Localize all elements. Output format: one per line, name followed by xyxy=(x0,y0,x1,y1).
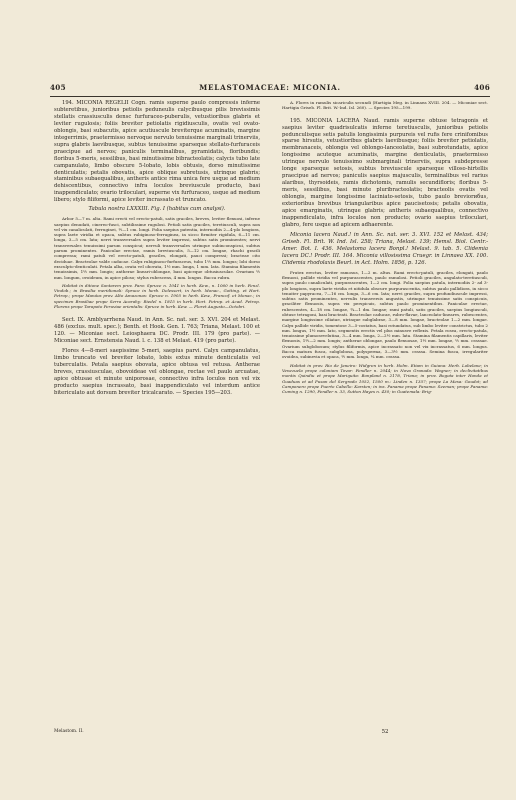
plate-reference-text: Tabula nostra LXXXIII. Fig. I (habitus cum analysi). xyxy=(88,206,226,213)
species-195-habitat xyxy=(282,363,488,395)
header-rule xyxy=(50,96,490,97)
page-number-left: 405 xyxy=(50,83,66,92)
signature-mark: Melastom. II. xyxy=(54,729,84,734)
page xyxy=(36,0,504,800)
species-195-description: 195. MICONIA LACERA Naud. ramis superne obtuse tetragonis et saepius leviter quadrisulcatis inferne teretiusculis, junioribus petiolis pedunculisque setis patulis longissimis purpureis vel rufis fere crinifomibus sparse hirsutis, vetustioribus glabris laevibusque; foliis breviter petiolatis, membranaceis, oblongis vel oblongo-lanceolatis, basi subrotundatis, apice longissime acuteque acuminatis, margine denticulatis, praetermisso utrinque nervulo tenuissimo submarginali trinerviis, supra subdepressе longe sparseque setosis, subtus breviuscule sparseque villoso-hirtellis praecipue ad nervos; paniculis saepius majusculis, terminalibus vel rarius alaribus, thyrsoideis, ramis dichotomis, ramulis secundifloris; floribus 5-meris, sessilibus, basi minute pluribracteolatis; bracteolis ovatis vel oblongis, margine longissime laciniato-setosis, tubo paulo breviorибus, exterioribus brevibus triangularibus apice paucisetosis; petalis obovatis, apice emarginatis, utrinque glabris; antheris subaequalibus, connectivo inappendiculato, infra loculos non producto; ovario saepius triloculari, glabro, fere usque ad apicem adhaerente. xyxy=(282,117,488,228)
species-194-details: Arbor 5—7 m. alta. Rami erecti vel erecto-patuli, satis graciles, breves, leviter flexuosi, inferne saepius denudati, cinereo-fusci, subtilissime rugulosi. Petioli satis graciles, teretiusculi, supra non vel vix canaliculati, ferruginei, ½—1 cm. longi. Folia saepius patentia, internodiis 2—4-plo longiora, supra laete viridia et opaca, subtus rubiginoso-ferruginea, in sicco firmiter rigidula, 6—11 cm. longa, 3—5 cm. lata; nervi transversales supra leviter impressi, subtus satis prominentes; nervi transversales tenuissimi parum conspicui; nervuli transversales utrinque subinconspicui, subtus parum prominentes. Paniculae erectae, ramis breviusculis, 5—12 cm. longae, rhachi gracili compressa; rami patuli vel erecto-patuli, graciles, elongati, pauci compressi; bracteae cito deciduae. Bracteolae valde caducae. Calyx rubiginoso-furfuraceus, tubo 1½ mm. longus; lobi dorso exsculpto-denticulati. Petala alba, ovata vel obovata, 1½ mm. longa, 1 mm. lata. Stamina filamentis tenuissimis, 1½ mm. longis; antherae lineari-oblongae, basi apiceque obtusiusculae. Ovarium ½ mm. longum, ovoideum, in apice piloso; stylus rubescens, 4 mm. longus. Bacca rubra. xyxy=(54,216,260,280)
running-title: MELASTOMACEAE: MICONIA. xyxy=(199,83,341,92)
species-194-habitat-text: Habitat in ditione Santarem prov. Para: Spruce n. 1041 in herb. Kew., n. 1060 in herb. Fenzl. Vindob.; in Brasilia meridionali: Spruce in herb. Delessert, in herb. Monac., Gotting. et Hort. Petrop.; prope Manáos prov. Alto Amazonas: Spruce n. 1905 in herb. Kew., Francof. et Monac.; in specimen Brasiliae prope Serra Acarahy: Riedel n. 1815 in herb. Hort. Petrop. et Acad. Petrop. Florens prope Tarapoto Peruviae orientalis: Spruce in herb. Kew. — Floret Augusto—Octobri. xyxy=(54,282,260,309)
species-195-habitat-text: Habitat in prov. Rio de Janeiro: Widgren in herb. Holm. Etiam in Guiana: Herb. Lobelane; in Venezuela prope coloniam Tovar: Fendler n. 2044; in Nova Granada: Wagner; in declivitatibus montis Quindiu et prope Mariquita: Bonpland n. 2178, Triana; in prov. Bogota inter Honda et Guaduas et ad Pusan del Sergrado 1052, 1500 m.: Linden n. 1357; prope La Mesa: Goudot; ad Camponero prope Puerto Cabello: Karsten; in ins. Panama prope Panama: Seeman; prope Panama: Cuming n. 1290, Fendler n. 33, Sutton Hayes n. 430; in Guatemala: Brig- xyxy=(282,362,488,395)
running-header xyxy=(50,83,490,95)
species-194-description: 194. MICONIA REGELII Cogn. ramis superne paulo compressis inferne subteretibus, junioribus petiolis peduneulis calycibusque pilis brevissimis stellatis crassiusculis densc furfuraceo-puberulis, vetustioribus glabris et leviter rugulosis; foliis breviter petiolatis rigidiusculis, ovatis vel ovato-oblongis, basi subacutis, apice acutiuscule breviterque acuminatis, margine integerrimis, praetermisso nervoque nervulo tenuissime marginali trinerviis, supra glabris laevibusque, subtus tenuissime sparseque stellato-furfuraceis praecipue ad nervos; paniculis terminalibus, pyramidatis, floribundis; floribus 5-meris, sessilibus, basi minutissime bibracteolatis; calycis tubo late campanulato, limbo obscure 5-lobato, lobis obtusis, dorso minutissime denticulatis; petalis obovatis, apice oblique subretusis, utrinque glabris; staminibus subaequalibus, antheris antice rima unica fere usque ad medium dehiscentibus, connectivo infra loculos breviuscule producto, basi inappendiculato; ovario triloculari, superne vix furfuraceo, usque ad medium libero; stylo filiformi, apice leviter incrassato et truncato. xyxy=(54,100,260,204)
plate-reference xyxy=(54,206,260,213)
species-194-habitat xyxy=(54,283,260,309)
species-195-synonyms-text: Miconia lacera Naud.! in Ann. Sc. nat. ser. 3. XVI. 152 et Melast. 434; Griseb. Fl. Brit. W. Ind. Isl. 258; Triana, Melast. 139; Hemsl. Biol. Centr.-Amer. Bot. I. 436. Melastoma lacera Bonpl.! Melast. 9. tab. 5. Clidemia lacera DC.! Prodr. III. 164. Miconia villosissima Cruegr. in Linnaea XX. 100. Clidemia rhodolaxis Beurl. in Act. Holm. 1856, p. 126. xyxy=(282,231,488,266)
right-column xyxy=(282,100,488,394)
section-heading: Sect. IX. Amblyarrhena Naud. in Ann. Sc. nat. ser. 3. XVI. 204 et Melast. 486 (exclus. mult. spec.); Benth. et Hook. Gen. I. 763; Triana, Melast. 100 et 120. — Miconiae sect. Leiosphaera DC. Prodr. III. 179 (pro parte). — Miconiae sect. Ernstensia Naud. l. c. 138 et Melast. 419 (pro parte). xyxy=(54,317,260,345)
section-description: Flores 4—8-meri saepissime 5-meri, saepius parvi. Calyx campanulatus, limbo truncato vel breviter lobato, lobis extus minute denticulatis vel tuberculatis. Petala saepius obovata, apice obtusa vel retusa. Antherae breves, crassiusculae, obovoideae vel oblongae, rectae vel paulo arcuatae, apice obtusae et minute uniporosae, connectivo infra loculos non vel vix producto saepius incrassato, basi inappendiculato vel interdum antice bitericulato aut dorsum breviter tricalcarato. — Species 195—203. xyxy=(54,348,260,396)
key-note: A. Flores in ramulis sicariculis secundi (Hartigia Meg. in Linnaea XVIII. 204. — Miconiae sect. Hartigia Griseb. Fl. Brit. W.-Ind. Isl. 260). — Species 195—199. xyxy=(282,100,488,111)
left-column xyxy=(54,100,260,397)
species-195-synonyms xyxy=(282,232,488,267)
sheet-number: 52 xyxy=(381,729,389,735)
species-195-details: Frutex erectus, leviter ramosus, 1—2 m. altus. Rami erecto-patuli, graciles, elongati, paulo flexuosi, pallide viridia vel purpurascentes, paulo ramulosi. Petioli graciles, angulato-teretiusculi, supra paulo canaliculati, purpurascentes, 1—2 cm. longi. Folia saepius patula, internodiis 2- ad 3-plo longiora, supra laete viridia et nitidula obscure purpurascentia, subtus paulo pallidiora, in sicco tenuiter papyracea, 7—16 cm. longa, 3—6 cm. lata; nervi graciles, supra profundiuscule impressi, subtus satis prominentes, nervulis transversis angustis, utrinque tenuissime satis conspicuis, graciliter flexuosis, supra vix perspicuis, subtus paulo prominentibus. Paniculae erectae, rubescentes, 4—18 cm. longae, ¾—1 dm. longae; rami patuli, satis graciles, saepius longiusculi, obtuse tetragoni, basi bracteati. Bracteolae caducae, rubro-flavae, lanceolato-lineares, rubescentes, margine longissime ciliatae, utrinque subglabrae, 3—8 mm. longae, bracteolae 1—2 mm. longae. Calyx pallide viridis, tomentose 3—5-costatus, basi rotundatus, sub limbo leviter constrictus, tubo 2 mm. longus, 1½ mm. lato, segmentis erectis vel plus minusve reflexis. Petala rosea, erecto-patula, tenuissime plumosevelutina, 3—4 mm. longa, 2—2½ mm. lata. Stamina filamentis capillaris, leviter flexuosis, 1½—2 mm. longis; antherae oblongae, paulo flexuosae, 1½ mm. longae, ½ mm. crassae. Ovarium subglobosum; stylus filiformis, apice incrassato non vel vix incrassatus, 6 mm. longus. Bacca matura fusca, subglobosa, polysperma, 3—3½ mm. crassa. Semina fusca, irregulariter ovoidea, subinevia et opaca, ½ mm. longa, ¼ mm. crassa. xyxy=(282,269,488,360)
page-number-right: 406 xyxy=(474,83,490,92)
